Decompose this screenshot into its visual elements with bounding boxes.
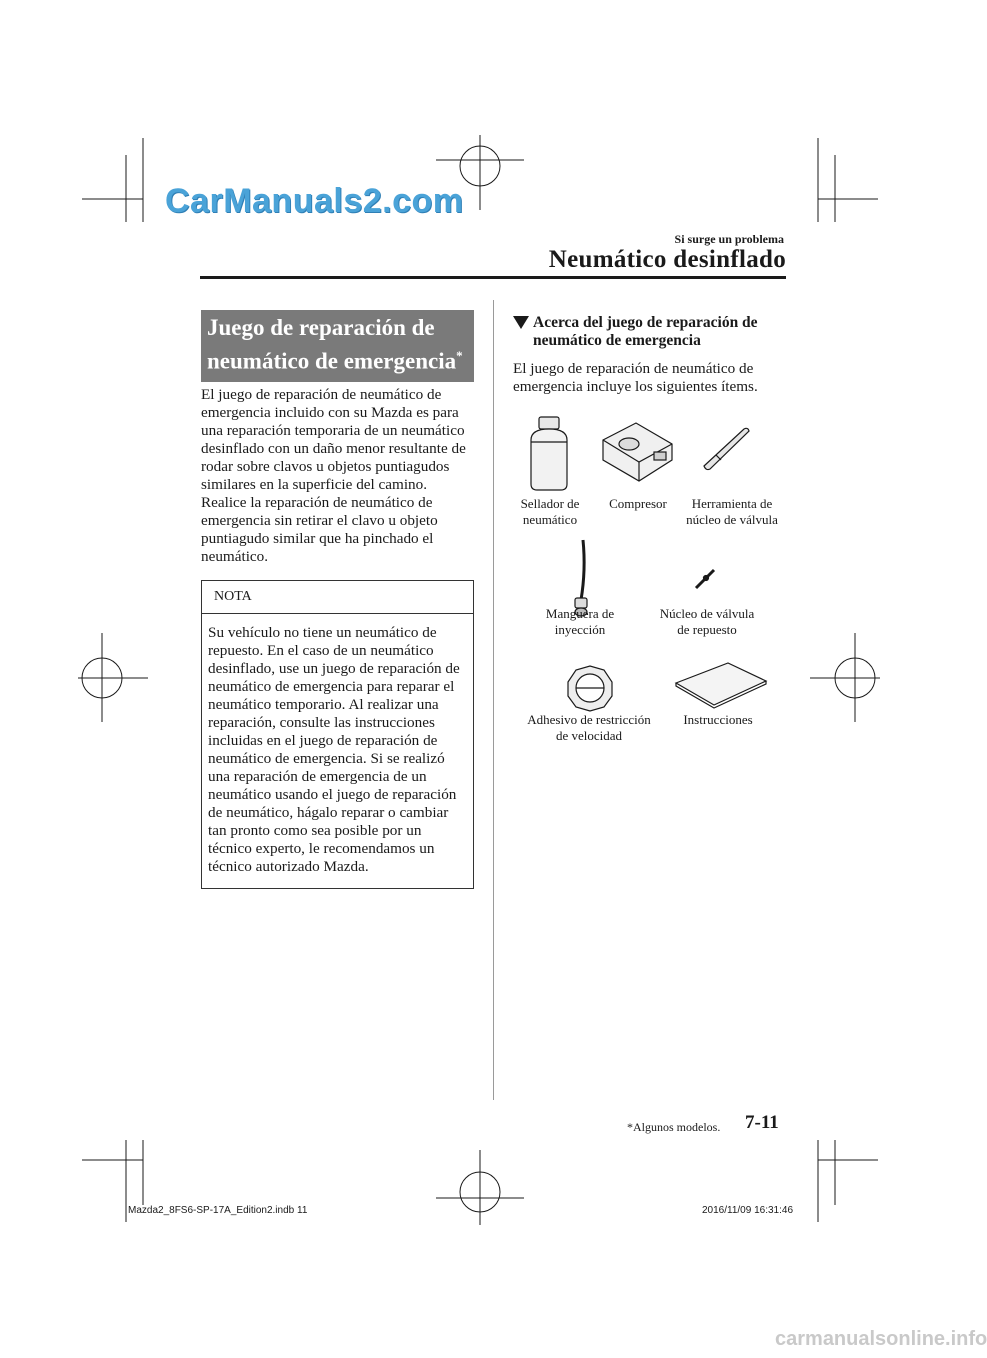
items-intro: El juego de reparación de neumático de emergencia incluye los siguientes ítems. [513, 360, 758, 395]
paragraph-intro: El juego de reparación de neumático de emergencia incluido con su Mazda es para una reparación temporaria de un neumático desinflado con un daño menor resultante de rodar sobre clavos u objetos puntiagudos similares en la superficie del camino. [201, 385, 466, 493]
chapter-label: Si surge un problema [674, 232, 784, 246]
watermark-footer: carmanualsonline.info [775, 1328, 987, 1350]
asterisk-mark: * [456, 348, 463, 363]
paragraph-instruction: Realice la reparación de neumático de emergencia sin retirar el clavo u objeto puntiagudo similar que ha pinchado el neumático. [201, 493, 438, 565]
item-label-sealant: Sellador de neumático [520, 496, 580, 527]
sealant-bottle-icon [531, 417, 567, 490]
print-date-info: 2016/11/09 16:31:46 [702, 1205, 794, 1216]
page-number: 7-11 [745, 1112, 779, 1133]
note-text: Su vehículo no tiene un neumático de repuesto. En el caso de un neumático desinflado, use un juego de reparación de neumático de emergencia para reparar el neumático temporario. Al realizar una reparación, consulte las instrucciones incluidas en el juego de reparación de neumático de emergencia. Si se realizó una reparación de emergencia de un neumático usando el juego de reparación de neumático, hágalo reparar o cambiar tan pronto como sea posible por un técnico experto, le recomendamos un técnico autorizado Mazda. [208, 623, 460, 875]
print-file-info: Mazda2_8FS6-SP-17A_Edition2.indb 11 [128, 1205, 308, 1216]
item-label-hose: Manguera de inyección [545, 606, 615, 637]
heading-line-2: neumático de emergencia* [207, 348, 463, 374]
footnote: *Algunos modelos. [627, 1120, 721, 1134]
watermark-logo: CarManuals2.com [165, 182, 464, 220]
compressor-icon [603, 423, 672, 481]
item-label-valve-tool: Herramienta de núcleo de válvula [686, 496, 778, 527]
note-title: NOTA [202, 581, 473, 614]
heading-line-1: Juego de reparación de [207, 315, 435, 340]
spare-valve-core-icon [696, 570, 714, 588]
valve-core-tool-icon [704, 428, 749, 469]
instructions-booklet-icon [676, 663, 766, 708]
injection-hose-icon [575, 540, 587, 616]
section-title: Neumático desinflado [548, 246, 786, 273]
speed-sticker-icon [568, 666, 612, 711]
item-label-sticker: Adhesivo de restricción de velocidad [527, 712, 651, 743]
item-label-spare-core: Núcleo de válvula de repuesto [659, 606, 755, 637]
subheading: Acerca del juego de reparación de neumático de emergencia [513, 314, 789, 350]
item-label-instructions: Instrucciones [683, 712, 753, 727]
item-label-compressor: Compresor [609, 496, 667, 511]
